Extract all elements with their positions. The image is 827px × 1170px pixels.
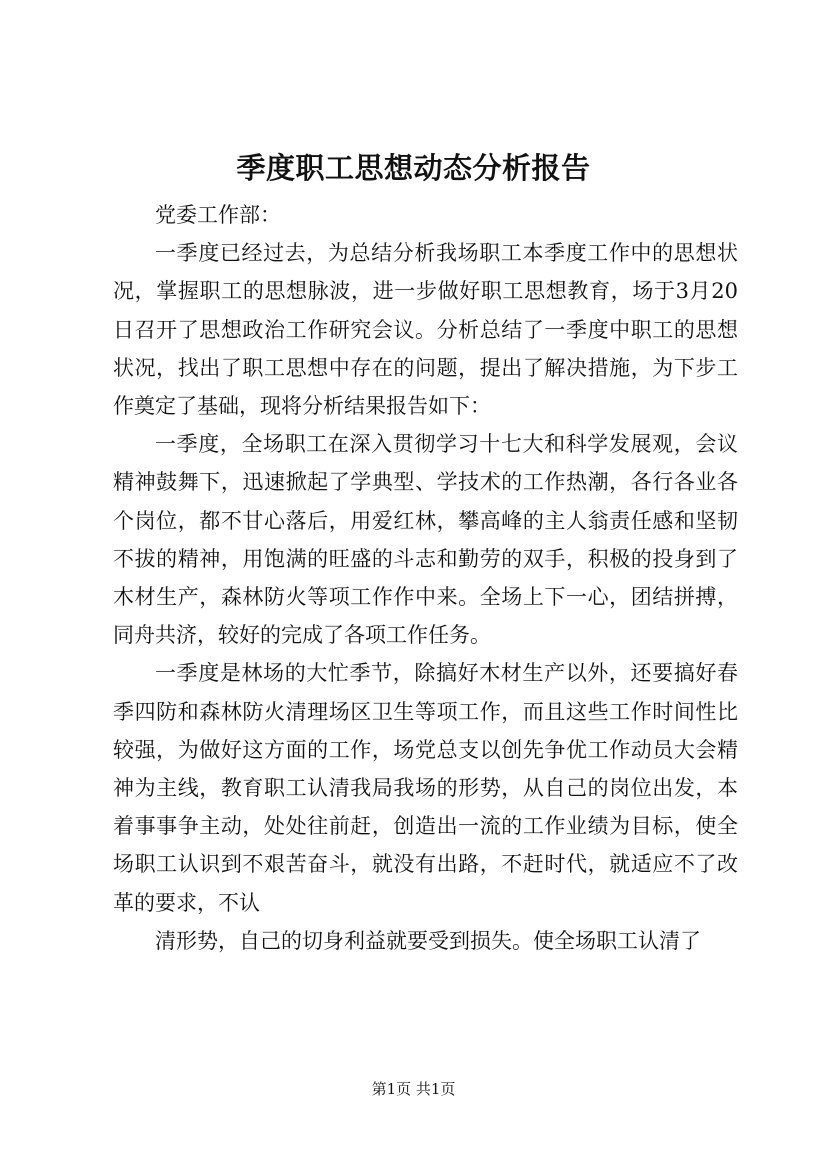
document-body bbox=[113, 196, 738, 960]
paragraph-4: 清形势，自己的切身利益就要受到损失。使全场职工认清了 bbox=[155, 928, 701, 953]
paragraph-3: 一季度是林场的大忙季节，除搞好木材生产以外，还要搞好春季四防和森林防火清理场区卫生等项工作，而且这些工作时间性比较强，为做好这方面的工作，场党总支以创先争优工作动员大会精神为主线，教育职工认清我局我场的形势，从自己的岗位出发，本着事事争主动，处处往前赶，创造出一流的工作业绩为目标，使全场职工认识到不艰苦奋斗，就没有出路，不赶时代，就适应不了改革的要求，不认 bbox=[113, 661, 738, 915]
document-title: 季度职工思想动态分析报告 bbox=[236, 151, 591, 185]
paragraph-2: 一季度，全场职工在深入贯彻学习十七大和科学发展观，会议精神鼓舞下，迅速掀起了学典型、学技术的工作热潮，各行各业各个岗位，都不甘心落后，用爱红林，攀高峰的主人翁责任感和坚韧不拔的精神，用饱满的旺盛的斗志和勤劳的双手，积极的投身到了木材生产，森林防火等项工作作中来。全场上下一心，团结拼搏，同舟共济，较好的完成了各项工作任务。 bbox=[113, 432, 738, 648]
page-footer: 第1页 共1页 bbox=[371, 1080, 456, 1098]
paragraph-1: 一季度已经过去，为总结分析我场职工本季度工作中的思想状况，掌握职工的思想脉波，进一步做好职工思想教育，场于3月20日召开了思想政治工作研究会议。分析总结了一季度中职工的思想状况，找出了职工思想中存在的问题，提出了解决措施，为下步工作奠定了基础，现将分析结果报告如下： bbox=[113, 241, 738, 419]
salutation: 党委工作部： bbox=[155, 203, 281, 227]
